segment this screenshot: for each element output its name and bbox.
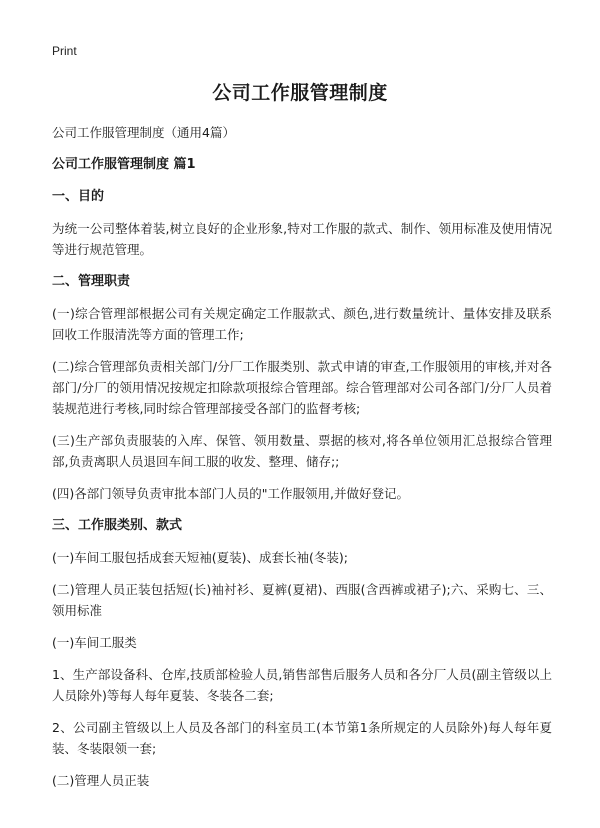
paragraph-standard-1: 1、生产部设备科、仓库,技质部检验人员,销售部售后服务人员和各分厂人员(副主管级以上人员除外)等每人每年夏装、冬装各二套; <box>52 667 552 703</box>
heading-purpose: 一、目的 <box>52 189 105 204</box>
paragraph-resp-3: (三)生产部负责服装的入库、保管、领用数量、票据的核对,将各单位领用汇总报综合管理部,负责离职人员退回车间工服的收发、整理、储存;; <box>52 433 552 469</box>
paragraph-management-uniform: (二)管理人员正装 <box>52 773 150 788</box>
paragraph-workshop-uniform: (一)车间工服类 <box>52 635 137 650</box>
paragraph-resp-4: (四)各部门领导负责审批本部门人员的"工作服领用,并做好登记。 <box>52 486 409 501</box>
document-body <box>52 122 552 802</box>
paragraph-resp-1: (一)综合管理部根据公司有关规定确定工作服款式、颜色,进行数量统计、量体安排及联系回收工作服清洗等方面的管理工作; <box>52 306 552 342</box>
paragraph-resp-2: (二)综合管理部负责相关部门/分厂工作服类别、款式申请的审查,工作服领用的审核,并对各部门/分厂的领用情况按规定扣除款项报综合管理部。综合管理部对公司各部门/分厂人员着装规范进行考核,同时综合管理部接受各部门的监督考核; <box>52 359 552 416</box>
paragraph-cat-2: (二)管理人员正装包括短(长)袖衬衫、夏裤(夏裙)、西服(含西裤或裙子);六、采购七、三、领用标准 <box>52 582 552 618</box>
paragraph-standard-2: 2、公司副主管级以上人员及各部门的科室员工(本节第1条所规定的人员除外)每人每年夏装、冬装限领一套; <box>52 720 552 756</box>
page-title: 公司工作服管理制度 <box>212 82 388 104</box>
document-subtitle: 公司工作服管理制度（通用4篇） <box>52 125 235 140</box>
paragraph-purpose: 为统一公司整体着装,树立良好的企业形象,特对工作服的款式、制作、领用标准及使用情况等进行规范管理。 <box>52 221 552 257</box>
section-title: 公司工作服管理制度 篇1 <box>52 157 196 172</box>
print-label[interactable]: Print <box>52 44 77 58</box>
paragraph-cat-1: (一)车间工服包括成套天短袖(夏装)、成套长袖(冬装); <box>52 550 348 565</box>
heading-responsibilities: 二、管理职责 <box>52 274 131 289</box>
heading-categories: 三、工作服类别、款式 <box>52 518 183 533</box>
